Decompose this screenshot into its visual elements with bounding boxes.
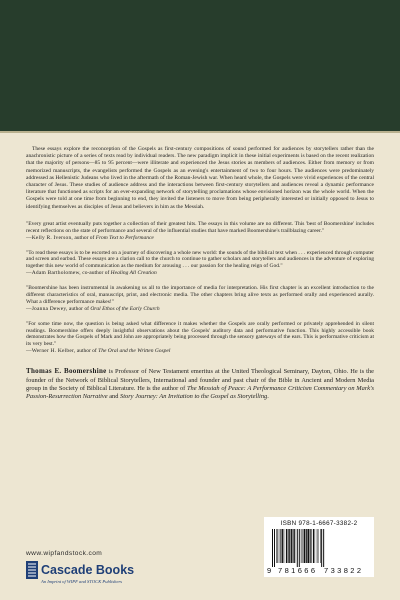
endorsement-attribution [26,348,374,355]
endorser-work-title: From Text to Performance [95,234,154,241]
barcode-bar [302,529,303,563]
barcode-bar [272,529,273,567]
endorser-work-title: Healing All Creation [110,270,157,277]
endorsement-text: "Boomershine has been instrumental in awakening us all to the importance of media for interpretation. His first chapter is an excellent introduction to the different characteristics of oral, manuscript, print, and electronic media. The other chapters bring alive texts as performed orally and experienced aurally. What a difference performance makes!" [26,285,374,305]
endorsement-text: "To read these essays is to be escorted on a journey of discovering a whole new world: the sounds of the biblical text when . . . experienced through computer and screen and earbud. These essays are a clarion call to the church to continue to gather scholars and storytellers and audiences in the adventure of exploring together this new world of communication as the medium for arousing . . . our passion for the healing reign of God." [26,249,374,270]
barcode-bar [304,529,306,563]
endorser-role: author of [76,348,97,355]
barcode-bar [318,529,319,563]
isbn-barcode [266,529,372,575]
barcode-bar [323,529,324,567]
barcode-digits: 733822 [324,566,364,575]
barcode-bar [320,529,321,563]
endorser-work-title: The Oral and the Written Gospel [98,348,171,355]
barcode-digits: 9 [267,566,272,575]
endorser-name: —Adam Bartholomew, [26,270,81,277]
barcode-bar [279,529,280,563]
endorsement [26,321,374,355]
bio-book-title-2: Story Journey: An Invitation to the Gospel as Storytelling [120,393,268,401]
barcode-bar [307,529,309,563]
barcode-bar [284,529,285,563]
barcode-bar [301,529,302,563]
endorsement-text: "For some time now, the question is being asked what difference it makes whether the Gospels are orally performed or privately apprehended in silent readings. Boomershine offers deeply insightful observations about the Gospels' auditory data and performative function. This highly accessible book demonstrates how the Gospels of Mark and John are appropriately being processed through the sensory gateways of the ears. This is performative criticism at its very best." [26,320,374,348]
barcode-bar [288,529,289,563]
barcode-digits: 781666 [278,566,318,575]
endorser-role: author of [68,305,89,312]
endorsements-list [26,221,374,355]
barcode-bar [276,529,277,563]
endorser-role: co-author of [82,270,110,277]
barcode-bar [277,529,278,563]
cover-text [26,146,374,408]
barcode-bar [313,529,314,563]
bio-text-2: and [107,393,121,401]
endorser-work-title: Oral Ethos of the Early Church [90,305,160,312]
barcode-bar [280,529,281,563]
barcode-bar [289,529,290,563]
barcode-bar [291,529,292,563]
barcode-bar [299,529,300,567]
barcode-bar [317,529,318,563]
endorser-name: —Werner H. Kelber, [26,348,76,355]
barcode-panel [264,517,374,577]
barcode-bar [274,529,275,567]
barcode-bar [321,529,322,567]
endorser-name: —Kelly R. Iverson, [26,234,73,241]
bio-text-1: is Professor of New Testament emeritus at the United Theological Seminary, Dayton, Ohio. He is the founder of the Network of Biblical Storytellers, International and founder and past chair of the Bible in Ancient and Modern Media group in the Society of Biblical Literature. He is the author of [26,368,374,393]
endorsement-attribution [26,270,374,277]
band-rule [0,131,400,133]
publisher-block [26,550,226,584]
bio-author-name: Thomas E. Boomershine [26,367,107,376]
endorser-role: author of [74,234,95,241]
barcode-bar [286,529,287,563]
endorser-name: —Joanna Dewey, [26,305,68,312]
publisher-name: Cascade Books [41,562,135,577]
publisher-logo [26,561,226,579]
endorsement-text: "Every great artist eventually puts together a collection of their greatest hits. The essays in this volume are no different. This 'best of Boomershine' includes recent reflections on the state of performance and several of the influential studies that have marked Boomershine's trailblazing career." [26,220,374,234]
author-bio [26,367,374,402]
barcode-bar [311,529,312,563]
endorsement [26,250,374,278]
cascade-logo-icon [26,561,38,579]
barcode-bar [293,529,294,563]
barcode-bar [306,529,307,563]
publisher-tagline: An Imprint of WIPF and STOCK Publishers [41,579,123,584]
isbn-label: ISBN 978-1-6667-3382-2 [280,520,358,527]
barcode-bar [297,529,298,567]
endorsement [26,221,374,242]
barcode-bar [315,529,316,563]
barcode-bar [310,529,311,563]
bio-text-3: . [267,393,269,401]
barcode-bar [294,529,295,563]
barcode-bar [282,529,283,563]
endorsement-attribution [26,306,374,313]
top-color-band [0,0,400,131]
endorsement [26,285,374,313]
publisher-website[interactable]: www.wipfandstock.com [26,550,103,557]
bio-book-title-1: The Messiah of Peace: A Performance Criticism Commentary on Mark's Passion-Resurrection Narrative [26,385,374,401]
endorsement-attribution [26,235,374,242]
book-summary: These essays explore the reconception of the Gospels as first-century compositions of sound performed for audiences by storytellers rather than the anachronistic picture of a series of texts read by individual readers. The new paradigm implicit in these initial experiments is based on the recent realization that the majority of persons—85 to 95 percent—were illiterate and experienced the Jesus stories as members of audiences. Either from memory or from memorized manuscripts, the evangelists performed the Gospels as an evening's entertainment of two to four hours. The audiences were predominately addressed as Hellenistic Judeans who lived in the aftermath of the Roman-Jewish war. When heard whole, the Gospels were vivid experiences of the central character of Jesus. These studies of audience address and the interactions between first-century storytellers and audiences reveal a dynamic performance literature that functioned as scripts for an ever-expanding network of storytelling proclamations whose envisioned horizon was the whole world. When the Gospels were told at one time from beginning to end, they invited the listeners to move from being peripherally interested or initially opposed to Jesus to identifying themselves as disciples of Jesus and believers in him as the Messiah. [26,146,374,210]
